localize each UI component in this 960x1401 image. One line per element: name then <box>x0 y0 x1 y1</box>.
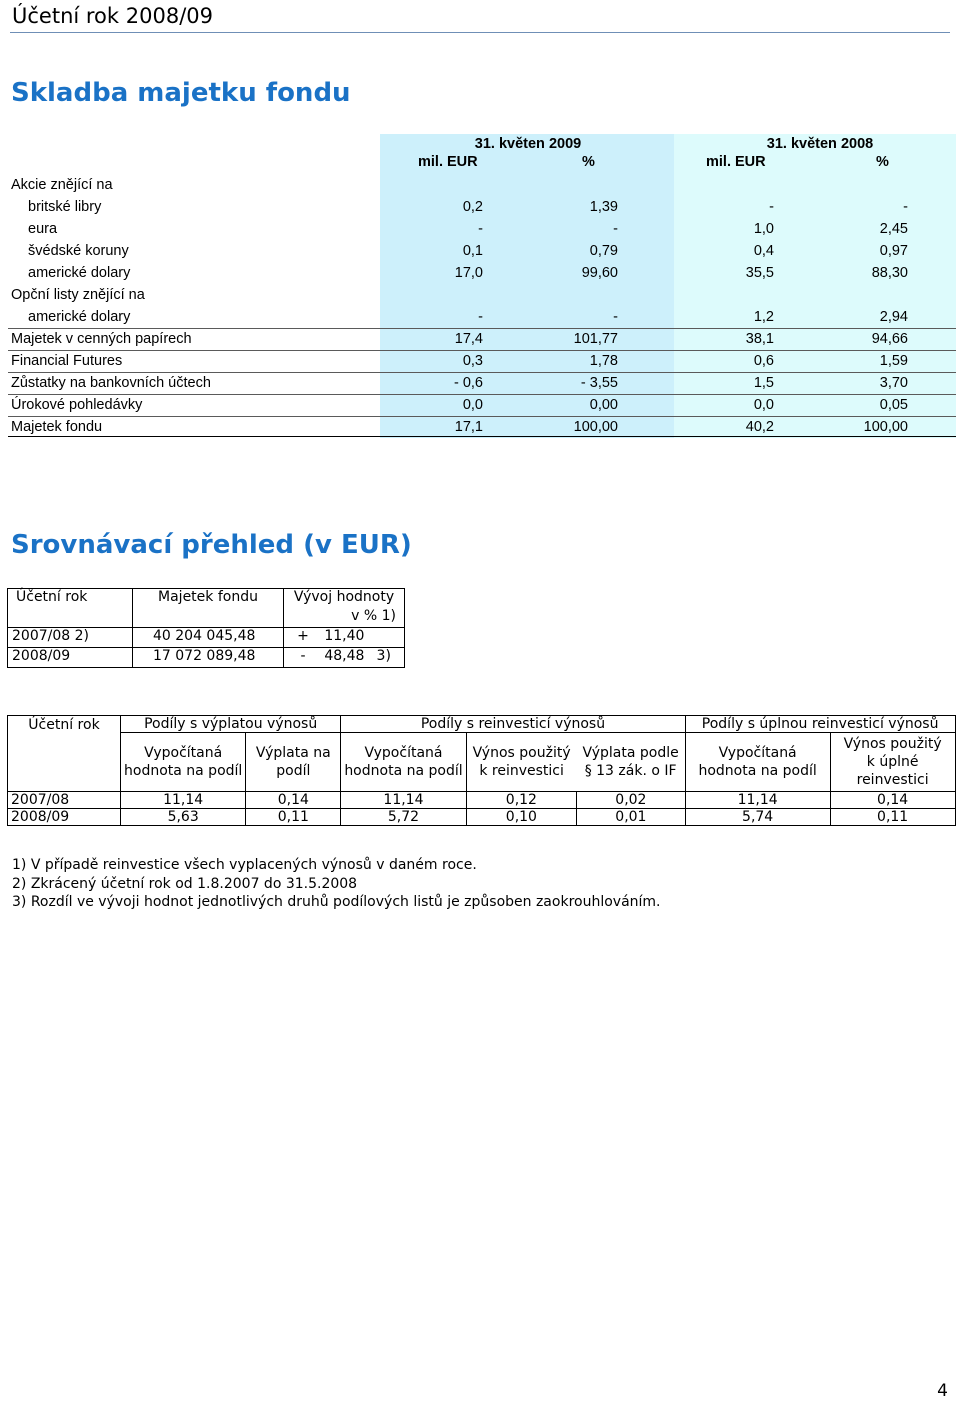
value-cell: 2,94 <box>879 309 908 325</box>
value-cell: - 0,6 <box>453 375 483 391</box>
table-row <box>8 284 956 306</box>
value-cell: 99,60 <box>581 265 618 281</box>
subheader-reinvest-value <box>341 733 466 792</box>
subheader-line: podíl <box>276 763 311 779</box>
change-sign: + <box>297 628 309 644</box>
footnote-mark: 3) <box>12 894 27 910</box>
value-cell: 0,14 <box>246 792 341 809</box>
value-cell: 1,2 <box>753 309 774 325</box>
subheader-line: Výplata na <box>255 745 331 761</box>
subheader-full-value <box>685 733 830 792</box>
assets-cell: 40 204 045,48 <box>133 628 284 648</box>
comparison-title: Srovnávací přehled (v EUR) <box>11 530 412 560</box>
year-cell: 2007/08 2) <box>8 628 133 648</box>
table-row <box>8 372 956 395</box>
value-cell: 0,0 <box>462 397 483 413</box>
change-value: 11,40 <box>324 628 365 644</box>
subheader-line: Výplata podle <box>582 745 679 761</box>
row-label: americké dolary <box>28 265 131 281</box>
col-header-pct-2009: % <box>582 154 595 170</box>
value-cell: 11,14 <box>121 792 246 809</box>
table-row <box>8 394 956 417</box>
value-cell: 17,4 <box>454 331 483 347</box>
value-cell: 1,78 <box>589 353 618 369</box>
table-row <box>8 809 956 826</box>
footnote-text: Zkrácený účetní rok od 1.8.2007 do 31.5.2008 <box>30 875 358 892</box>
header-spacer <box>8 608 133 628</box>
change-sign: - <box>300 648 306 664</box>
value-cell: - <box>478 309 483 325</box>
value-cell: 0,10 <box>466 809 577 826</box>
value-cell: 0,3 <box>462 353 483 369</box>
value-cell: 100,00 <box>573 419 618 435</box>
footnote-text: Rozdíl ve vývoji hodnot jednotlivých druhů podílových listů je způsoben zaokrouhlováním. <box>30 894 661 910</box>
table-row <box>8 350 956 373</box>
value-cell: 0,0 <box>753 397 774 413</box>
value-cell: 17,0 <box>454 265 483 281</box>
value-cell: - <box>478 221 483 237</box>
subheader-line: § 13 zák. o IF <box>584 763 677 779</box>
period-header-2008: 31. květen 2008 <box>766 136 874 152</box>
value-cell: 0,02 <box>577 792 686 809</box>
footnote-mark: 2) <box>12 875 27 892</box>
change-cell <box>284 628 405 648</box>
value-cell: 5,74 <box>685 809 830 826</box>
value-cell: 1,0 <box>753 221 774 237</box>
table-row <box>8 416 956 438</box>
subheader-reinvest-payout <box>577 733 686 792</box>
row-label: Financial Futures <box>11 353 123 369</box>
value-cell: 0,1 <box>462 243 483 259</box>
table-row <box>8 792 956 809</box>
value-cell: 0,11 <box>830 809 955 826</box>
col-header-pct-2008: % <box>876 154 889 170</box>
col-header-eur-2008: mil. EUR <box>706 154 766 170</box>
footnote-mark: 1) <box>12 857 27 873</box>
asset-table-bottom-rule <box>8 436 956 437</box>
value-cell: 1,39 <box>589 199 618 215</box>
subheader-line: k úplné <box>866 754 919 770</box>
subheader-line: hodnota na podíl <box>344 763 463 779</box>
footnote <box>12 893 661 912</box>
footnote <box>12 856 661 875</box>
col-header-year: Účetní rok <box>8 716 121 792</box>
row-label: Majetek fondu <box>11 419 103 435</box>
value-cell: 17,1 <box>454 419 483 435</box>
table-row <box>8 218 956 240</box>
year-cell: 2008/09 <box>8 809 121 826</box>
subheader-line: hodnota na podíl <box>698 763 817 779</box>
change-cell <box>284 648 405 668</box>
header-rule <box>10 32 950 33</box>
subheader-line: Výnos použitý <box>472 745 571 761</box>
asset-composition-title: Skladba majetku fondu <box>11 78 351 108</box>
value-cell: 0,79 <box>589 243 618 259</box>
group-header-payout: Podíly s výplatou výnosů <box>121 716 341 733</box>
value-cell: 11,14 <box>685 792 830 809</box>
row-label: Majetek v cenných papírech <box>11 331 192 347</box>
value-cell: 0,6 <box>753 353 774 369</box>
value-cell: - <box>613 309 618 325</box>
table-row <box>8 628 405 648</box>
table-row <box>8 328 956 351</box>
col-header-assets: Majetek fondu <box>133 589 284 609</box>
value-cell: 88,30 <box>871 265 908 281</box>
value-cell: 0,4 <box>753 243 774 259</box>
group-header-full-reinvest: Podíly s úplnou reinvesticí výnosů <box>685 716 955 733</box>
value-cell: 0,12 <box>466 792 577 809</box>
value-cell: - 3,55 <box>580 375 618 391</box>
subheader-line: Vypočítaná <box>718 745 797 761</box>
subheader-full-yield <box>830 733 955 792</box>
value-cell: 2,45 <box>879 221 908 237</box>
subheader-line: Vypočítaná <box>144 745 223 761</box>
subheader-line: Výnos použitý <box>843 736 942 752</box>
value-cell: 94,66 <box>871 331 908 347</box>
value-cell: 0,97 <box>879 243 908 259</box>
subheader-line: k reinvestici <box>479 763 564 779</box>
row-label: Akcie znějící na <box>11 177 113 193</box>
row-label: Opční listy znějící na <box>11 287 145 303</box>
subheader-payout-value <box>121 733 246 792</box>
value-cell: 1,59 <box>879 353 908 369</box>
subheader-line: reinvestici <box>856 772 929 788</box>
value-cell: 0,2 <box>462 199 483 215</box>
value-cell: 0,14 <box>830 792 955 809</box>
assets-cell: 17 072 089,48 <box>133 648 284 668</box>
period-header-2009: 31. květen 2009 <box>474 136 582 152</box>
subheader-line: Vypočítaná <box>364 745 443 761</box>
page-number: 4 <box>937 1381 948 1401</box>
subheader-reinvest-yield <box>466 733 577 792</box>
value-cell: - <box>903 199 908 215</box>
value-cell: 101,77 <box>573 331 618 347</box>
distribution-table <box>7 715 956 826</box>
footnote <box>12 875 661 894</box>
group-header-reinvest: Podíly s reinvesticí výnosů <box>341 716 685 733</box>
year-cell: 2007/08 <box>8 792 121 809</box>
value-cell: 0,05 <box>879 397 908 413</box>
value-cell: 5,63 <box>121 809 246 826</box>
footnotes <box>12 856 661 912</box>
change-value: 48,48 <box>324 648 365 664</box>
col-header-year: Účetní rok <box>8 589 133 609</box>
value-cell: 0,01 <box>577 809 686 826</box>
table-row <box>8 262 956 284</box>
footnote-text: V případě reinvestice všech vyplacených výnosů v daném roce. <box>30 857 477 873</box>
table-row <box>8 306 956 329</box>
row-label: americké dolary <box>28 309 131 325</box>
value-cell: - <box>613 221 618 237</box>
value-cell: 40,2 <box>745 419 774 435</box>
asset-composition-table <box>8 134 956 438</box>
table-row <box>8 240 956 262</box>
row-label: britské libry <box>28 199 102 215</box>
row-label: eura <box>28 221 58 237</box>
col-header-change-unit: v % 1) <box>284 608 405 628</box>
comparison-table <box>7 588 405 668</box>
table-row <box>8 196 956 218</box>
row-label: Zůstatky na bankovních účtech <box>11 375 211 391</box>
value-cell: 35,5 <box>745 265 774 281</box>
change-note: 3) <box>376 648 391 664</box>
subheader-payout-amount <box>246 733 341 792</box>
page-header-title: Účetní rok 2008/09 <box>12 4 213 28</box>
value-cell: 100,00 <box>863 419 908 435</box>
year-cell: 2008/09 <box>8 648 133 668</box>
row-label: Úrokové pohledávky <box>11 397 143 413</box>
col-header-change: Vývoj hodnoty <box>284 589 405 609</box>
header-spacer <box>133 608 284 628</box>
value-cell: 5,72 <box>341 809 466 826</box>
col-header-eur-2009: mil. EUR <box>418 154 478 170</box>
row-label: švédské koruny <box>28 243 129 259</box>
value-cell: 11,14 <box>341 792 466 809</box>
value-cell: 3,70 <box>879 375 908 391</box>
value-cell: 38,1 <box>745 331 774 347</box>
table-row <box>8 174 956 196</box>
table-row <box>8 648 405 668</box>
value-cell: - <box>769 199 774 215</box>
value-cell: 1,5 <box>753 375 774 391</box>
value-cell: 0,11 <box>246 809 341 826</box>
value-cell: 0,00 <box>589 397 618 413</box>
subheader-line: hodnota na podíl <box>124 763 243 779</box>
